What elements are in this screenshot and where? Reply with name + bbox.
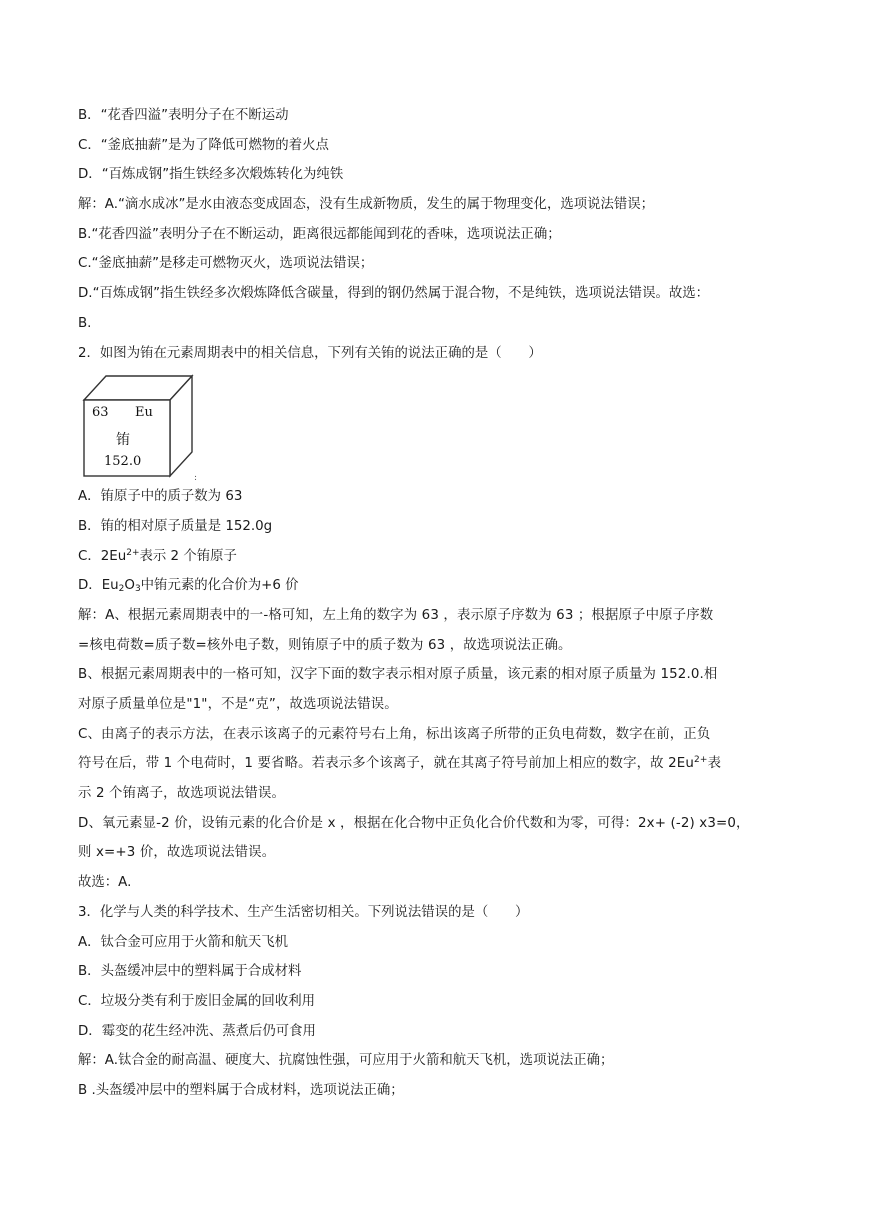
q1-solution-line: D.“百炼成钢”指生铁经多次煅炼降低含碳量，得到的钢仍然属于混合物，不是纯铁，选项说法错误。故选： xyxy=(78,286,710,302)
q3-solution-line: B .头盔缓冲层中的塑料属于合成材料，选项说法正确； xyxy=(78,1082,404,1098)
q2-solution-c: C、由离子的表示方法，在表示该离子的元素符号右上角，标出该离子所带的正负电荷数，数字在前，正负 xyxy=(78,726,711,742)
document-body xyxy=(78,101,798,1106)
q2-option-c: C．$2Eu^{2+}$表示 2 个铕原子 xyxy=(78,547,237,564)
q1-solution-line: 解：A.“滴水成冰”是水由液态变成固态，没有生成新物质，发生的属于物理变化，选项说法错误； xyxy=(78,197,655,213)
q2-solution-c: 示 2 个铕离子，故选项说法错误。 xyxy=(78,786,286,802)
q2-solution-a: =核电荷数=质子数=核外电子数，则铕原子中的质子数为 63 ，故选项说法正确。 xyxy=(78,637,572,653)
element-symbol: Eu xyxy=(135,405,153,421)
q1-option-d: D．“百炼成钢”指生铁经多次煅炼转化为纯铁 xyxy=(78,167,344,183)
q2-solution-d: D、氧元素显-2 价，设铕元素的化合价是 x ，根据在化合物中正负化合价代数和为零，可得：2x+ (-2) x3=0， xyxy=(78,815,750,831)
q2-option-b: B．铕的相对原子质量是 152.0g xyxy=(78,518,273,534)
q1-option-b: B．“花香四溢”表明分子在不断运动 xyxy=(78,108,289,123)
q1-option-c: C．“釜底抽薪”是为了降低可燃物的着火点 xyxy=(78,137,329,153)
q2-solution-c: 符号在后，带 1 个电荷时，1 要省略。若表示多个该离子，就在其离子符号前加上相应的数字，故 $2Eu^{2+}$表 xyxy=(78,755,722,772)
svg-text::: : xyxy=(194,473,198,483)
q2-solution-b: B、根据元素周期表中的一格可知，汉字下面的数字表示相对原子质量，该元素的相对原子质量为 152.0.相 xyxy=(78,667,718,683)
q2-solution-d: 则 x=+3 价，故选项说法错误。 xyxy=(78,845,276,861)
q2-option-d: D．$Eu_2O_3$中铕元素的化合价为+6 价 xyxy=(78,578,299,595)
q3-option-d: D．霉变的花生经冲洗、蒸煮后仍可食用 xyxy=(78,1023,316,1039)
q1-solution-line: B.“花香四溢”表明分子在不断运动，距离很远都能闻到花的香味，选项说法正确； xyxy=(78,226,561,242)
element-tile-cube xyxy=(80,370,220,482)
q3-solution-line: 解：A.钛合金的耐高温、硬度大、抗腐蚀性强，可应用于火箭和航天飞机，选项说法正确； xyxy=(78,1053,614,1069)
q2-solution-b: 对原子质量单位是"1"，不是“克”，故选项说法错误。 xyxy=(78,697,398,712)
element-tile-figure xyxy=(80,370,220,482)
q1-solution-line: B. xyxy=(78,315,92,331)
q3-option-a: A．钛合金可应用于火箭和航天飞机 xyxy=(78,934,289,950)
element-atomic-mass: 152.0 xyxy=(104,454,142,470)
q3-option-c: C．垃圾分类有利于废旧金属的回收利用 xyxy=(78,993,315,1009)
q2-option-a: A．铕原子中的质子数为 63 xyxy=(78,489,243,505)
element-name: 铕 xyxy=(116,432,130,449)
q2-solution-a: 解：A、根据元素周期表中的一-格可知，左上角的数字为 63 ，表示原子序数为 63 ；根据原子中原子序数 xyxy=(78,607,714,623)
element-atomic-number: 63 xyxy=(92,405,109,421)
q3-stem: 3．化学与人类的科学技术、生产生活密切相关。下列说法错误的是（ ） xyxy=(78,904,529,920)
q2-stem: 2．如图为铕在元素周期表中的相关信息，下列有关铕的说法正确的是（ ） xyxy=(78,345,542,361)
q1-solution-line: C.“釜底抽薪”是移走可燃物灭火，选项说法错误； xyxy=(78,256,374,272)
q2-answer: 故选：A. xyxy=(78,875,132,891)
q3-option-b: B．头盔缓冲层中的塑料属于合成材料 xyxy=(78,964,302,980)
